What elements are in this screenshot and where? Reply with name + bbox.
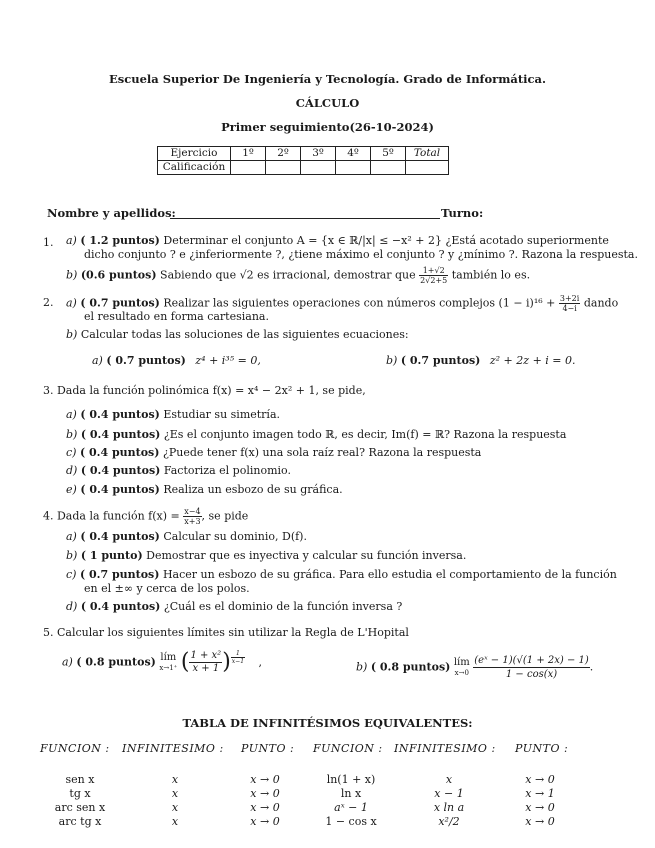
frac-num: 1 + x² [190,650,222,661]
exam-title: Primer seguimiento(26-10-2024) [221,120,434,134]
q1b-text: Sabiendo que √2 es irracional, demostrar que [160,268,416,282]
item-label: a) [92,354,103,367]
q4d [66,600,402,614]
col-header: FUNCION : [40,742,110,755]
col-header: INFINITESIMO : [394,742,496,755]
equation: z⁴ + i³⁵ = 0, [195,354,261,367]
table-cell: 1 − cos x [325,815,377,828]
table-cell: x [171,787,179,800]
lim-text: lím [160,651,177,663]
col-header: FUNCION : [313,742,383,755]
points: ( 0.4 puntos) [80,408,160,421]
item-text: Calcular su dominio, D(f). [163,530,307,543]
frac-num: (eˣ − 1)(√(1 + 2x) − 1) [474,655,589,666]
grades-cell: 1º [231,147,266,161]
points: ( 0.7 puntos) [106,354,186,367]
table-cell: x²/2 [438,815,460,828]
item-label: b) [66,549,78,562]
table-cell: x → 0 [250,787,280,800]
grade-cell-empty[interactable] [266,161,301,175]
frac-den: x+3 [184,517,201,526]
equation: z² + 2z + i = 0. [489,354,576,367]
infinitesimals-title: TABLA DE INFINITÉSIMOS EQUIVALENTES: [182,716,473,730]
frac-den: x−1 [231,658,245,665]
grades-cell: 4º [336,147,371,161]
item-text: Realiza un esbozo de su gráfica. [163,483,343,496]
frac-num: 1 [231,650,245,658]
grades-cell: Calificación [158,161,231,175]
lim-sub: x→1⁺ [159,663,178,672]
table-cell: x → 0 [525,773,555,786]
points: (0.6 puntos) [80,268,157,282]
table-cell: x [171,801,179,814]
table-cell: aˣ − 1 [334,801,368,814]
grade-cell-empty[interactable] [371,161,406,175]
item-label: d) [66,464,78,477]
points: ( 0.7 puntos) [400,354,481,367]
paren-open: ( [180,649,190,675]
grades-cell: Total [406,147,449,161]
q2a-cont: el resultado en forma cartesiana. [84,310,269,323]
q2b [66,328,409,342]
points: ( 0.8 puntos) [370,660,451,674]
item-text: ¿Puede tener f(x) una sola raíz real? Razona la respuesta [162,446,482,459]
frac-den: 2√2+5 [420,276,448,285]
item-label: b) [66,268,78,282]
fraction [559,294,580,313]
q2a-text-end: dando [583,296,619,310]
item-text: Factoriza el polinomio. [163,464,291,477]
q4a [66,530,307,544]
separator: , [258,655,263,669]
col-header: PUNTO : [241,742,295,755]
table-cell: sen x [65,773,95,786]
table-cell: ln(1 + x) [326,773,376,786]
q4-intro-text: 4. Dada la función f(x) = [43,509,180,523]
table-cell: x [171,773,179,786]
q3-item [66,483,343,497]
terminator: . [589,660,594,674]
q5b [356,654,593,681]
exponent-fraction [231,650,245,665]
turno-label: Turno: [441,206,484,220]
points: ( 1 punto) [80,549,143,562]
table-cell: arc tg x [58,815,102,828]
col-header: PUNTO : [515,742,569,755]
grades-cell: 5º [371,147,406,161]
item-label: e) [66,483,77,496]
q2-number: 2. [43,296,54,309]
q2b2 [386,354,576,368]
item-label: a) [66,530,77,543]
points: ( 0.4 puntos) [79,446,160,459]
table-cell: x → 0 [250,815,280,828]
item-text: ¿Cuál es el dominio de la función inversa ? [163,600,403,613]
q3-item [66,464,291,478]
grade-cell-empty[interactable] [301,161,336,175]
table-cell: x → 0 [525,815,555,828]
item-label: a) [66,408,77,421]
school-title: Escuela Superior De Ingeniería y Tecnología. Grado de Informática. [108,72,546,86]
table-cell: x → 1 [525,787,555,800]
item-text: Estudiar su simetría. [163,408,281,421]
item-label: c) [66,568,77,581]
q1a-text: Determinar el conjunto A = {x ∈ ℝ/|x| ≤ −x² + 2} ¿Está acotado superiormente [163,234,609,247]
q1-number: 1. [43,236,54,249]
subject-title: CÁLCULO [295,96,360,110]
points: ( 0.4 puntos) [80,600,161,613]
q5a [62,650,262,675]
frac-num: x−4 [184,507,201,516]
lim-sub: x→0 [454,668,469,677]
q3-item [66,446,481,460]
q4c-cont: en el ±∞ y cerca de los polos. [84,582,250,595]
item-text: Hacer un esbozo de su gráfica. Para ello estudia el comportamiento de la función [162,568,617,581]
points: ( 0.4 puntos) [80,483,160,496]
limit-operator [454,658,470,678]
grades-cell: 3º [301,147,336,161]
q4-intro-end: , se pide [201,509,249,523]
grade-cell-empty[interactable] [406,161,449,175]
grade-cell-empty[interactable] [231,161,266,175]
grades-cell: 2º [266,147,301,161]
grades-header-row [158,147,449,161]
frac-num: 1+√2 [419,266,448,276]
q3-intro: 3. Dada la función polinómica f(x) = x⁴ − 2x² + 1, se pide, [43,384,366,397]
item-label: a) [66,296,77,310]
item-label: c) [66,446,77,459]
name-label: Nombre y apellidos: [47,206,176,220]
frac-num: 3+2i [559,294,580,303]
item-label: d) [66,600,78,613]
frac-den: 1 − cos(x) [505,669,558,680]
points: ( 0.4 puntos) [80,530,160,543]
q2b-text: Calcular todas las soluciones de las siguientes ecuaciones: [80,328,409,341]
points: ( 0.7 puntos) [80,296,160,310]
q1b [66,266,530,285]
item-text: ¿Es el conjunto imagen todo ℝ, es decir, Im(f) = ℝ? Razona la respuesta [163,428,567,441]
lim-text: lím [453,656,470,668]
q1a [66,234,609,248]
col-header: INFINITESIMO : [122,742,224,755]
fraction [473,654,590,681]
limit-operator [159,653,177,673]
q4b [66,549,466,563]
points: ( 0.4 puntos) [80,428,161,441]
fraction [189,650,222,675]
item-text: Demostrar que es inyectiva y calcular su función inversa. [146,549,467,562]
table-cell: x − 1 [434,787,464,800]
frac-den: x + 1 [192,663,220,674]
item-label: b) [66,428,78,441]
item-label: b) [66,328,78,341]
table-cell: x ln a [433,801,465,814]
frac-den: 4−i [562,304,577,313]
q2b1 [92,354,261,368]
table-cell: x [445,773,453,786]
q1a-cont: dicho conjunto ? e ¿inferiormente ?, ¿tiene máximo el conjunto ? y ¿mínimo ?. Razona la respuesta. [84,248,638,261]
grades-table [157,146,449,175]
item-label: a) [62,655,73,669]
item-label: b) [386,354,398,367]
grades-cell: Ejercicio [158,147,231,161]
table-cell: x [171,815,179,828]
q1b-text-end: también lo es. [451,268,531,282]
item-label: a) [66,234,77,247]
points: ( 0.8 puntos) [76,655,156,669]
q3-item [66,408,280,422]
grade-cell-empty[interactable] [336,161,371,175]
table-cell: x → 0 [525,801,555,814]
points: ( 0.7 puntos) [79,568,160,581]
q3-item [66,428,566,442]
q4-intro [43,507,248,526]
fraction [419,266,448,285]
table-cell: x → 0 [250,801,280,814]
q2a-text: Realizar las siguientes operaciones con números complejos (1 − i)¹⁶ + [163,296,556,310]
item-label: b) [356,660,368,674]
paren-close: ) [222,649,231,675]
q4c [66,568,617,582]
table-cell: ln x [340,787,362,800]
q5-intro: 5. Calcular los siguientes límites sin utilizar la Regla de L'Hopital [43,626,409,639]
grades-score-row [158,161,449,175]
table-cell: x → 0 [250,773,280,786]
name-line[interactable] [170,218,440,219]
table-cell: arc sen x [54,801,106,814]
table-cell: tg x [69,787,91,800]
points: ( 0.4 puntos) [80,464,161,477]
points: ( 1.2 puntos) [80,234,160,247]
fraction [183,507,201,526]
